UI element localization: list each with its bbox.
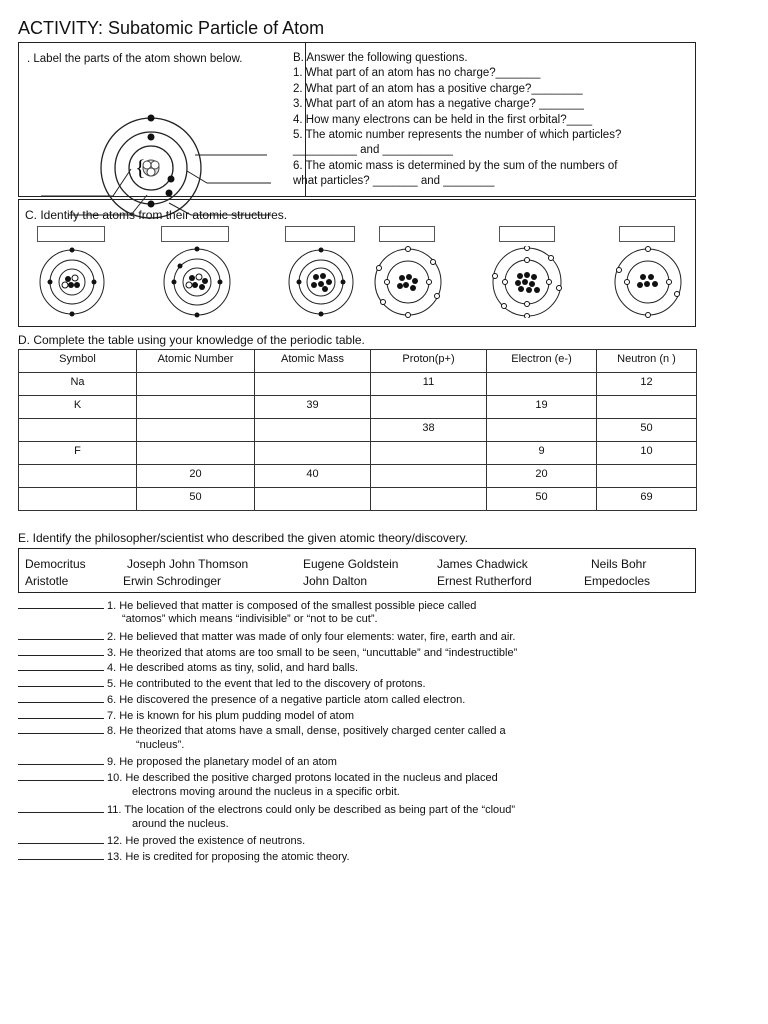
b-line: B. Answer the following questions. [293,52,468,64]
cell[interactable] [255,373,371,396]
table-row [19,419,697,442]
electron-dot [168,176,175,183]
cell[interactable]: 40 [255,465,371,488]
answer-blank[interactable] [18,833,104,844]
cell[interactable]: 10 [597,442,697,465]
table-row [19,442,697,465]
section-d-title: D. Complete the table using your knowledge of the periodic table. [18,333,365,347]
cell[interactable] [137,419,255,442]
scientist-name: James Chadwick [437,557,528,571]
scientist-name: Erwin Schrodinger [123,574,222,588]
cell[interactable]: 50 [597,419,697,442]
answer-box[interactable] [619,226,675,242]
scientist-name: Democritus [25,557,86,571]
header-cell: Proton(p+) [371,350,487,373]
question-item: 11. The location of the electrons could only be described as being part of the “cloud” [18,802,515,816]
nucleus-particle [147,168,155,176]
cell[interactable]: 20 [137,465,255,488]
question-continuation: “nucleus”. [136,739,185,751]
question-item: 1. He believed that matter is composed of the smallest possible piece called [18,598,476,612]
cell[interactable]: 9 [487,442,597,465]
question-item: 5. He contributed to the event that led to the discovery of protons. [18,676,426,690]
table-header-row [19,350,697,373]
question-continuation: “atomos” which means “indivisible” or “not to be cut”. [122,613,378,625]
scientist-names-box [18,548,696,593]
header-cell: Neutron (n ) [597,350,697,373]
cell[interactable] [597,465,697,488]
cell[interactable] [597,396,697,419]
answer-blank[interactable] [18,598,104,609]
question-item: 7. He is known for his plum pudding model of atom [18,708,354,722]
answer-blank[interactable] [18,723,104,734]
answer-box[interactable] [379,226,435,242]
answer-box[interactable] [37,226,105,242]
atom-structure-2 [159,246,235,318]
cell[interactable] [19,488,137,511]
header-cell: Electron (e-) [487,350,597,373]
page-title: ACTIVITY: Subatomic Particle of Atom [18,18,325,38]
question-item: 8. He theorized that atoms have a small, dense, positively charged center called a [18,723,506,737]
answer-blank[interactable] [18,629,104,640]
answer-blank[interactable] [18,802,104,813]
cell[interactable]: 20 [487,465,597,488]
cell[interactable] [371,396,487,419]
table-row [19,465,697,488]
scientist-name: Joseph John Thomson [127,557,249,571]
answer-blank[interactable] [18,692,104,703]
answer-blank[interactable] [18,754,104,765]
answer-blank[interactable] [18,849,104,860]
atom-structure-1 [37,246,107,318]
answer-blank[interactable] [18,770,104,781]
b-line: __________ and ___________ [293,144,453,157]
b-line: 3. What part of an atom has a negative charge? _______ [293,98,584,111]
cell[interactable]: 11 [371,373,487,396]
section-ab-box [18,42,696,197]
cell[interactable] [255,419,371,442]
cell[interactable]: 39 [255,396,371,419]
cell[interactable]: Na [19,373,137,396]
section-a-instruction: . Label the parts of the atom shown below. [27,53,243,65]
section-c-box [18,199,696,327]
section-c-title: C. Identify the atoms from their atomic structures. [25,208,288,222]
atom-structure-6 [611,246,685,318]
b-line: 2. What part of an atom has a positive charge?________ [293,82,583,95]
scientist-name: Ernest Rutherford [437,574,532,588]
scientist-name: Eugene Goldstein [303,557,399,571]
answer-blank[interactable] [18,645,104,656]
question-item: 13. He is credited for proposing the atomic theory. [18,849,350,863]
section-e-title: E. Identify the philosopher/scientist who described the given atomic theory/discovery. [18,531,469,545]
scientist-name: Aristotle [25,574,69,588]
header-cell: Atomic Number [137,350,255,373]
b-line: 4. How many electrons can be held in the first orbital?____ [293,113,593,126]
cell[interactable] [137,373,255,396]
b-line: 6. The atomic mass is determined by the sum of the numbers of [293,159,618,172]
cell[interactable] [137,442,255,465]
cell[interactable]: 50 [137,488,255,511]
cell[interactable] [371,465,487,488]
cell[interactable] [255,488,371,511]
question-item: 4. He described atoms as tiny, solid, and hard balls. [18,660,358,674]
cell[interactable] [137,396,255,419]
section-b-questions [293,51,693,190]
atom-structure-3 [285,246,357,318]
table-row [19,488,697,511]
atom-structure-5 [489,246,565,318]
b-line: what particles? _______ and ________ [293,175,495,188]
table-row [19,373,697,396]
periodic-table-exercise [18,349,697,511]
table-row [19,396,697,419]
question-item: 6. He discovered the presence of a negative particle atom called electron. [18,692,465,706]
cell[interactable]: 12 [597,373,697,396]
cell[interactable] [487,373,597,396]
scientist-name: Empedocles [584,574,651,588]
answer-blank[interactable] [18,676,104,687]
b-line: 1. What part of an atom has no charge?_______ [293,67,541,80]
cell[interactable]: 69 [597,488,697,511]
answer-box[interactable] [499,226,555,242]
cell[interactable] [371,442,487,465]
electron-dot [148,115,155,122]
question-item: 9. He proposed the planetary model of an atom [18,754,337,768]
cell[interactable]: 38 [371,419,487,442]
brace-symbol: { [135,155,146,180]
question-item: 2. He believed that matter was made of only four elements: water, fire, earth and air. [18,629,515,643]
cell[interactable] [371,488,487,511]
question-continuation: electrons moving around the nucleus in a specific orbit. [132,786,400,798]
cell[interactable]: F [19,442,137,465]
scientist-name: Neils Bohr [591,557,647,571]
scientist-name: John Dalton [303,574,368,588]
cell[interactable] [255,442,371,465]
question-continuation: around the nucleus. [132,818,229,830]
answer-blank[interactable] [18,708,104,719]
electron-dot [166,190,173,197]
cell[interactable]: 19 [487,396,597,419]
b-line: 5. The atomic number represents the number of which particles? [293,129,622,142]
question-item: 3. He theorized that atoms are too small to be seen, “uncuttable” and “indestructible” [18,645,517,659]
cell[interactable]: K [19,396,137,419]
atom-structure-4 [371,246,445,318]
header-cell: Atomic Mass [255,350,371,373]
cell[interactable]: 50 [487,488,597,511]
answer-blank[interactable] [18,660,104,671]
answer-box[interactable] [161,226,229,242]
answer-box[interactable] [285,226,355,242]
cell[interactable] [19,419,137,442]
cell[interactable] [487,419,597,442]
question-item: 12. He proved the existence of neutrons. [18,833,305,847]
cell[interactable] [19,465,137,488]
electron-dot [148,134,155,141]
header-cell: Symbol [19,350,137,373]
question-item: 10. He described the positive charged protons located in the nucleus and placed [18,770,498,784]
